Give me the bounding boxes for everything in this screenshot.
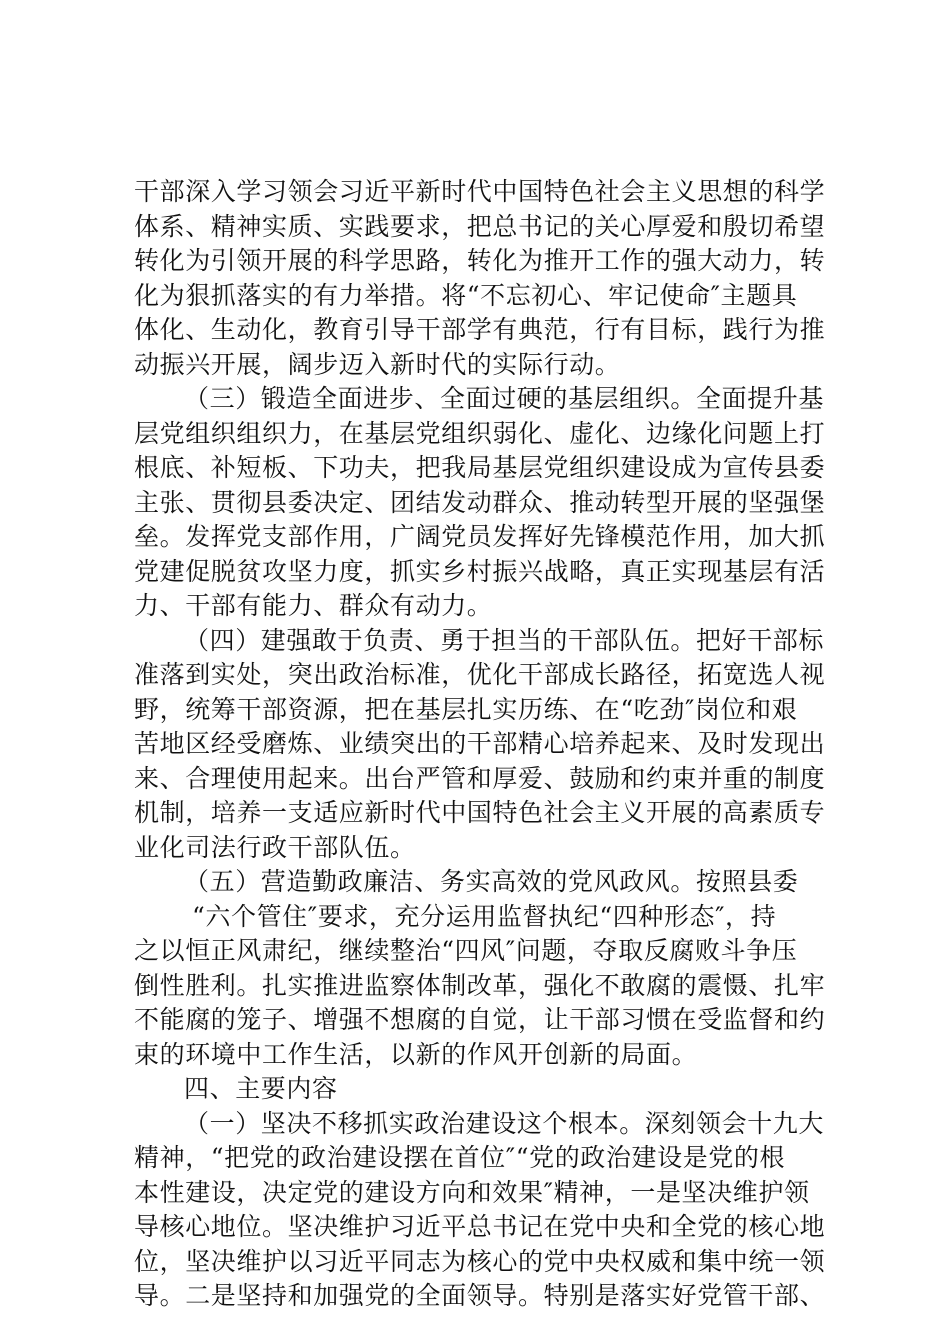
text-line: 主张、贯彻县委决定、团结发动群众、推动转型开展的坚强堡 <box>134 487 826 517</box>
main-section-heading: 四、主要内容 <box>184 1074 338 1103</box>
text-line: 业化司法行政干部队伍。 <box>134 832 416 862</box>
text-line: 苦地区经受磨炼、业绩突出的干部精心培养起来、及时发现出 <box>134 729 826 758</box>
section-heading-4: （四）建强敢于负责、勇于担当的干部队伍。把好干部标 <box>184 625 825 655</box>
text-line: 化为狠抓落实的有力举措。将“不忘初心、牢记使命″主题具 <box>134 280 798 310</box>
text-line: 位，坚决维护以习近平同志为核心的党中央权威和集中统一领 <box>134 1246 826 1276</box>
text-line: 导核心地位。坚决维护习近平总书记在党中央和全党的核心地 <box>134 1212 826 1241</box>
text-line: 本性建设，决定党的建设方向和效果″精神，一是坚决维护领 <box>134 1177 810 1207</box>
section-heading-3: （三）锻造全面进步、全面过硬的基层组织。全面提升基 <box>184 384 825 413</box>
text-line: “六个管住″要求，充分运用监督执纪“四种形态″，持 <box>192 901 777 931</box>
text-line: 垒。发挥党支部作用，广阔党员发挥好先锋模范作用，加大抓 <box>134 522 826 551</box>
text-line: 动振兴开展，阔步迈入新时代的实际行动。 <box>134 349 621 379</box>
text-line: 导。二是坚持和加强党的全面领导。特别是落实好党管干部、 <box>134 1281 826 1310</box>
text-line: 根底、补短板、下功夫，把我局基层党组织建设成为宣传县委 <box>134 453 826 482</box>
text-line: 束的环境中工作生活，以新的作风开创新的局面。 <box>134 1039 698 1069</box>
text-line: 力、干部有能力、群众有动力。 <box>134 591 493 620</box>
text-line: 之以恒正风肃纪，继续整治“四风″问题，夺取反腐败斗争压 <box>134 936 798 965</box>
text-line: 野，统筹干部资源，把在基层扎实历练、在“吃劲″岗位和艰 <box>134 694 798 724</box>
text-line: 党建促脱贫攻坚力度，抓实乡村振兴战略，真正实现基层有活 <box>134 556 826 586</box>
text-line: 体化、生动化，教育引导干部学有典范，行有目标，践行为推 <box>134 315 826 344</box>
text-line: 层党组织组织力，在基层党组织弱化、虚化、边缘化问题上打 <box>134 418 826 448</box>
text-line: 准落到实处，突出政治标准，优化干部成长路径，拓宽选人视 <box>134 660 826 689</box>
section-heading-5: （五）营造勤政廉洁、务实高效的党风政风。按照县委 <box>184 867 799 896</box>
text-line: 来、合理使用起来。出台严管和厚爱、鼓励和约束并重的制度 <box>134 763 826 793</box>
text-line: 干部深入学习领会习近平新时代中国特色社会主义思想的科学 <box>134 177 826 206</box>
document-page <box>134 175 824 1314</box>
section-heading-1: （一）坚决不移抓实政治建设这个根本。深刻领会十九大 <box>184 1108 825 1138</box>
text-line: 倒性胜利。扎实推进监察体制改革，强化不敢腐的震慑、扎牢 <box>134 970 826 1000</box>
text-line: 转化为引领开展的科学思路，转化为推开工作的强大动力，转 <box>134 246 826 275</box>
text-line: 机制，培养一支适应新时代中国特色社会主义开展的高素质专 <box>134 798 826 827</box>
text-line: 精神，“把党的政治建设摆在首位″“党的政治建设是党的根 <box>134 1143 786 1172</box>
text-line: 体系、精神实质、实践要求，把总书记的关心厚爱和殷切希望 <box>134 211 826 241</box>
text-line: 不能腐的笼子、增强不想腐的自觉，让干部习惯在受监督和约 <box>134 1005 826 1034</box>
